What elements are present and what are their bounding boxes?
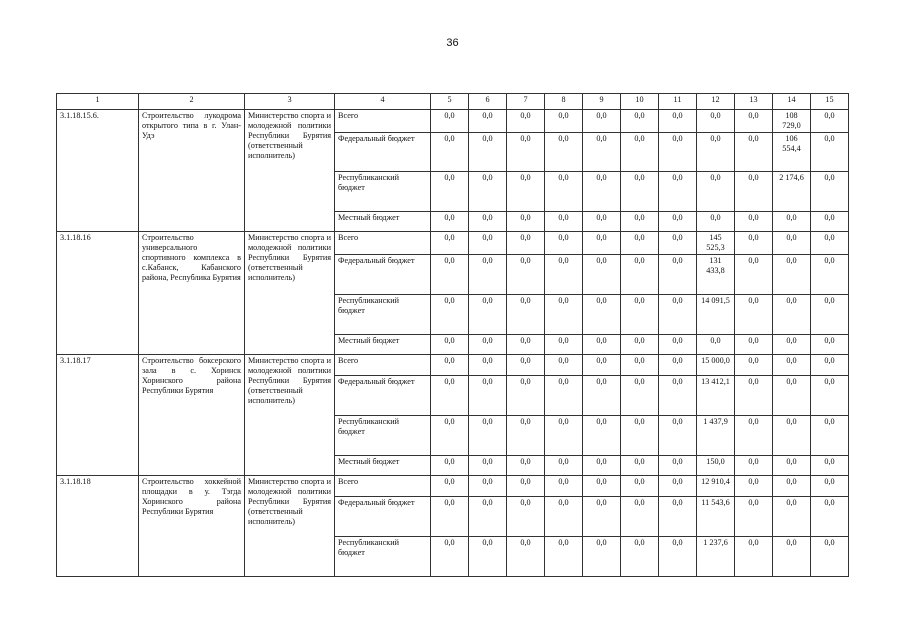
amount-cell: 0,0 — [621, 537, 659, 577]
amount-cell: 0,0 — [545, 416, 583, 456]
amount-cell: 0,0 — [583, 476, 621, 497]
amount-cell: 0,0 — [431, 456, 469, 476]
amount-cell: 0,0 — [545, 232, 583, 255]
amount-cell: 0,0 — [583, 335, 621, 355]
amount-cell: 15 000,0 — [697, 355, 735, 376]
amount-cell: 0,0 — [507, 456, 545, 476]
amount-cell: 0,0 — [697, 212, 735, 232]
amount-cell: 11 543,6 — [697, 497, 735, 537]
amount-cell: 150,0 — [697, 456, 735, 476]
funding-source: Местный бюджет — [335, 335, 431, 355]
column-header: 6 — [469, 94, 507, 110]
amount-cell: 0,0 — [811, 133, 849, 172]
amount-cell: 0,0 — [735, 133, 773, 172]
amount-cell: 0,0 — [469, 376, 507, 416]
amount-cell: 0,0 — [735, 537, 773, 577]
table-body — [57, 110, 849, 577]
amount-cell: 0,0 — [621, 416, 659, 456]
amount-cell: 0,0 — [583, 537, 621, 577]
amount-cell: 0,0 — [697, 110, 735, 133]
amount-cell: 145 525,3 — [697, 232, 735, 255]
amount-cell: 0,0 — [621, 133, 659, 172]
column-header: 5 — [431, 94, 469, 110]
column-header: 10 — [621, 94, 659, 110]
funding-source: Федеральный бюджет — [335, 376, 431, 416]
amount-cell: 0,0 — [431, 537, 469, 577]
amount-cell: 0,0 — [583, 172, 621, 212]
amount-cell: 0,0 — [621, 376, 659, 416]
amount-cell: 0,0 — [659, 497, 697, 537]
amount-cell: 0,0 — [431, 335, 469, 355]
amount-cell: 0,0 — [773, 537, 811, 577]
amount-cell: 0,0 — [773, 456, 811, 476]
amount-cell: 0,0 — [811, 172, 849, 212]
funding-source: Федеральный бюджет — [335, 255, 431, 295]
amount-cell: 0,0 — [621, 355, 659, 376]
amount-cell: 0,0 — [431, 255, 469, 295]
amount-cell: 0,0 — [545, 537, 583, 577]
amount-cell: 0,0 — [811, 295, 849, 335]
amount-cell: 0,0 — [469, 295, 507, 335]
amount-cell: 0,0 — [469, 456, 507, 476]
funding-source: Всего — [335, 110, 431, 133]
amount-cell: 0,0 — [735, 335, 773, 355]
amount-cell: 0,0 — [431, 133, 469, 172]
amount-cell: 0,0 — [659, 172, 697, 212]
amount-cell: 0,0 — [583, 212, 621, 232]
amount-cell: 0,0 — [431, 376, 469, 416]
funding-source: Всего — [335, 476, 431, 497]
amount-cell: 0,0 — [621, 476, 659, 497]
project-name: Строительство боксерского зала в с. Хоринск Хоринского района Республики Бурятия — [139, 355, 245, 476]
amount-cell: 0,0 — [659, 476, 697, 497]
header-row — [57, 94, 849, 110]
amount-cell: 0,0 — [431, 416, 469, 456]
amount-cell: 0,0 — [469, 255, 507, 295]
amount-cell: 0,0 — [431, 476, 469, 497]
amount-cell: 0,0 — [621, 232, 659, 255]
project-name: Строительство универсального спортивного комплекса в с.Кабанск, Кабанского района, Республика Бурятия — [139, 232, 245, 355]
amount-cell: 0,0 — [735, 172, 773, 212]
amount-cell: 0,0 — [431, 110, 469, 133]
amount-cell: 0,0 — [659, 355, 697, 376]
amount-cell: 0,0 — [697, 335, 735, 355]
amount-cell: 0,0 — [811, 335, 849, 355]
amount-cell: 0,0 — [469, 110, 507, 133]
amount-cell: 0,0 — [735, 232, 773, 255]
amount-cell: 0,0 — [583, 110, 621, 133]
amount-cell: 0,0 — [469, 537, 507, 577]
amount-cell: 0,0 — [811, 497, 849, 537]
project-executor: Министерство спорта и молодежной политики Республики Бурятия (ответственный исполнитель) — [245, 355, 335, 476]
amount-cell: 0,0 — [545, 497, 583, 537]
project-code: 3.1.18.16 — [57, 232, 139, 355]
amount-cell: 0,0 — [545, 133, 583, 172]
amount-cell: 0,0 — [545, 172, 583, 212]
amount-cell: 0,0 — [583, 497, 621, 537]
column-header: 4 — [335, 94, 431, 110]
amount-cell: 0,0 — [469, 476, 507, 497]
amount-cell: 0,0 — [507, 110, 545, 133]
amount-cell: 0,0 — [431, 232, 469, 255]
amount-cell: 106 554,4 — [773, 133, 811, 172]
amount-cell: 0,0 — [621, 172, 659, 212]
amount-cell: 0,0 — [811, 476, 849, 497]
amount-cell: 0,0 — [735, 295, 773, 335]
amount-cell: 0,0 — [431, 497, 469, 537]
funding-source: Федеральный бюджет — [335, 133, 431, 172]
amount-cell: 1 237,6 — [697, 537, 735, 577]
amount-cell: 0,0 — [773, 497, 811, 537]
amount-cell: 0,0 — [545, 355, 583, 376]
amount-cell: 0,0 — [545, 255, 583, 295]
amount-cell: 0,0 — [469, 335, 507, 355]
amount-cell: 0,0 — [621, 497, 659, 537]
amount-cell: 0,0 — [697, 133, 735, 172]
project-name: Строительство лукодрома открытого типа в г. Улан-Удэ — [139, 110, 245, 232]
amount-cell: 0,0 — [469, 172, 507, 212]
amount-cell: 0,0 — [431, 172, 469, 212]
amount-cell: 0,0 — [773, 355, 811, 376]
amount-cell: 0,0 — [469, 133, 507, 172]
project-code: 3.1.18.17 — [57, 355, 139, 476]
table-row — [57, 232, 849, 255]
amount-cell: 0,0 — [507, 416, 545, 456]
project-executor: Министерство спорта и молодежной политики Республики Бурятия (ответственный исполнитель) — [245, 110, 335, 232]
amount-cell: 0,0 — [431, 355, 469, 376]
amount-cell: 0,0 — [621, 255, 659, 295]
column-header: 7 — [507, 94, 545, 110]
amount-cell: 0,0 — [773, 295, 811, 335]
amount-cell: 2 174,6 — [773, 172, 811, 212]
funding-source: Республиканский бюджет — [335, 172, 431, 212]
column-header: 8 — [545, 94, 583, 110]
amount-cell: 0,0 — [659, 133, 697, 172]
column-header: 1 — [57, 94, 139, 110]
amount-cell: 0,0 — [583, 133, 621, 172]
amount-cell: 0,0 — [659, 456, 697, 476]
amount-cell: 0,0 — [469, 232, 507, 255]
amount-cell: 0,0 — [469, 355, 507, 376]
amount-cell: 0,0 — [583, 295, 621, 335]
amount-cell: 0,0 — [545, 212, 583, 232]
amount-cell: 0,0 — [507, 172, 545, 212]
funding-source: Федеральный бюджет — [335, 497, 431, 537]
table-row — [57, 110, 849, 133]
amount-cell: 0,0 — [431, 295, 469, 335]
amount-cell: 0,0 — [811, 456, 849, 476]
amount-cell: 0,0 — [811, 376, 849, 416]
amount-cell: 0,0 — [773, 416, 811, 456]
amount-cell: 108 729,0 — [773, 110, 811, 133]
amount-cell: 0,0 — [545, 476, 583, 497]
budget-table — [56, 93, 849, 577]
amount-cell: 0,0 — [773, 255, 811, 295]
amount-cell: 0,0 — [735, 416, 773, 456]
column-header: 14 — [773, 94, 811, 110]
amount-cell: 0,0 — [659, 232, 697, 255]
amount-cell: 0,0 — [811, 232, 849, 255]
amount-cell: 0,0 — [621, 335, 659, 355]
amount-cell: 0,0 — [545, 295, 583, 335]
project-code: 3.1.18.18 — [57, 476, 139, 577]
amount-cell: 0,0 — [583, 456, 621, 476]
table-row — [57, 476, 849, 497]
amount-cell: 1 437,9 — [697, 416, 735, 456]
funding-source: Республиканский бюджет — [335, 295, 431, 335]
amount-cell: 0,0 — [507, 476, 545, 497]
funding-source: Всего — [335, 355, 431, 376]
amount-cell: 0,0 — [735, 456, 773, 476]
amount-cell: 0,0 — [697, 172, 735, 212]
amount-cell: 0,0 — [735, 110, 773, 133]
amount-cell: 0,0 — [811, 255, 849, 295]
amount-cell: 0,0 — [621, 212, 659, 232]
funding-source: Республиканский бюджет — [335, 416, 431, 456]
funding-source: Всего — [335, 232, 431, 255]
table-row — [57, 355, 849, 376]
funding-source: Местный бюджет — [335, 456, 431, 476]
amount-cell: 0,0 — [469, 497, 507, 537]
amount-cell: 0,0 — [735, 212, 773, 232]
amount-cell: 0,0 — [507, 295, 545, 335]
column-header: 12 — [697, 94, 735, 110]
amount-cell: 0,0 — [659, 335, 697, 355]
amount-cell: 0,0 — [659, 537, 697, 577]
amount-cell: 0,0 — [659, 110, 697, 133]
amount-cell: 14 091,5 — [697, 295, 735, 335]
amount-cell: 0,0 — [773, 212, 811, 232]
amount-cell: 0,0 — [545, 335, 583, 355]
amount-cell: 0,0 — [507, 376, 545, 416]
amount-cell: 13 412,1 — [697, 376, 735, 416]
project-executor: Министерство спорта и молодежной политики Республики Бурятия (ответственный исполнитель) — [245, 232, 335, 355]
amount-cell: 0,0 — [773, 476, 811, 497]
amount-cell: 0,0 — [507, 133, 545, 172]
column-header: 13 — [735, 94, 773, 110]
amount-cell: 0,0 — [773, 335, 811, 355]
amount-cell: 0,0 — [583, 255, 621, 295]
amount-cell: 0,0 — [583, 232, 621, 255]
amount-cell: 0,0 — [431, 212, 469, 232]
amount-cell: 0,0 — [659, 376, 697, 416]
amount-cell: 0,0 — [811, 110, 849, 133]
amount-cell: 0,0 — [773, 376, 811, 416]
amount-cell: 0,0 — [583, 355, 621, 376]
amount-cell: 0,0 — [507, 212, 545, 232]
page-number: 36 — [446, 37, 459, 49]
amount-cell: 0,0 — [507, 335, 545, 355]
project-executor: Министерство спорта и молодежной политики Республики Бурятия (ответственный исполнитель) — [245, 476, 335, 577]
amount-cell: 0,0 — [735, 355, 773, 376]
amount-cell: 0,0 — [811, 355, 849, 376]
amount-cell: 0,0 — [583, 416, 621, 456]
project-name: Строительство хоккейной площадки в у. Тэгда Хоринского района Республики Бурятия — [139, 476, 245, 577]
amount-cell: 0,0 — [811, 416, 849, 456]
funding-source: Республиканский бюджет — [335, 537, 431, 577]
amount-cell: 0,0 — [735, 476, 773, 497]
amount-cell: 0,0 — [735, 497, 773, 537]
amount-cell: 0,0 — [507, 497, 545, 537]
amount-cell: 0,0 — [507, 355, 545, 376]
amount-cell: 0,0 — [735, 376, 773, 416]
column-header: 2 — [139, 94, 245, 110]
amount-cell: 0,0 — [507, 537, 545, 577]
amount-cell: 0,0 — [621, 456, 659, 476]
amount-cell: 0,0 — [811, 537, 849, 577]
column-header: 11 — [659, 94, 697, 110]
amount-cell: 12 910,4 — [697, 476, 735, 497]
column-header: 9 — [583, 94, 621, 110]
amount-cell: 0,0 — [469, 416, 507, 456]
amount-cell: 0,0 — [545, 110, 583, 133]
amount-cell: 0,0 — [811, 212, 849, 232]
amount-cell: 0,0 — [621, 295, 659, 335]
amount-cell: 0,0 — [659, 295, 697, 335]
amount-cell: 0,0 — [507, 232, 545, 255]
amount-cell: 0,0 — [773, 232, 811, 255]
column-header: 3 — [245, 94, 335, 110]
amount-cell: 0,0 — [545, 376, 583, 416]
amount-cell: 0,0 — [659, 255, 697, 295]
amount-cell: 0,0 — [583, 376, 621, 416]
amount-cell: 0,0 — [659, 416, 697, 456]
amount-cell: 0,0 — [621, 110, 659, 133]
amount-cell: 131 433,8 — [697, 255, 735, 295]
amount-cell: 0,0 — [469, 212, 507, 232]
funding-source: Местный бюджет — [335, 212, 431, 232]
amount-cell: 0,0 — [507, 255, 545, 295]
project-code: 3.1.18.15.6. — [57, 110, 139, 232]
amount-cell: 0,0 — [545, 456, 583, 476]
amount-cell: 0,0 — [735, 255, 773, 295]
amount-cell: 0,0 — [659, 212, 697, 232]
column-header: 15 — [811, 94, 849, 110]
